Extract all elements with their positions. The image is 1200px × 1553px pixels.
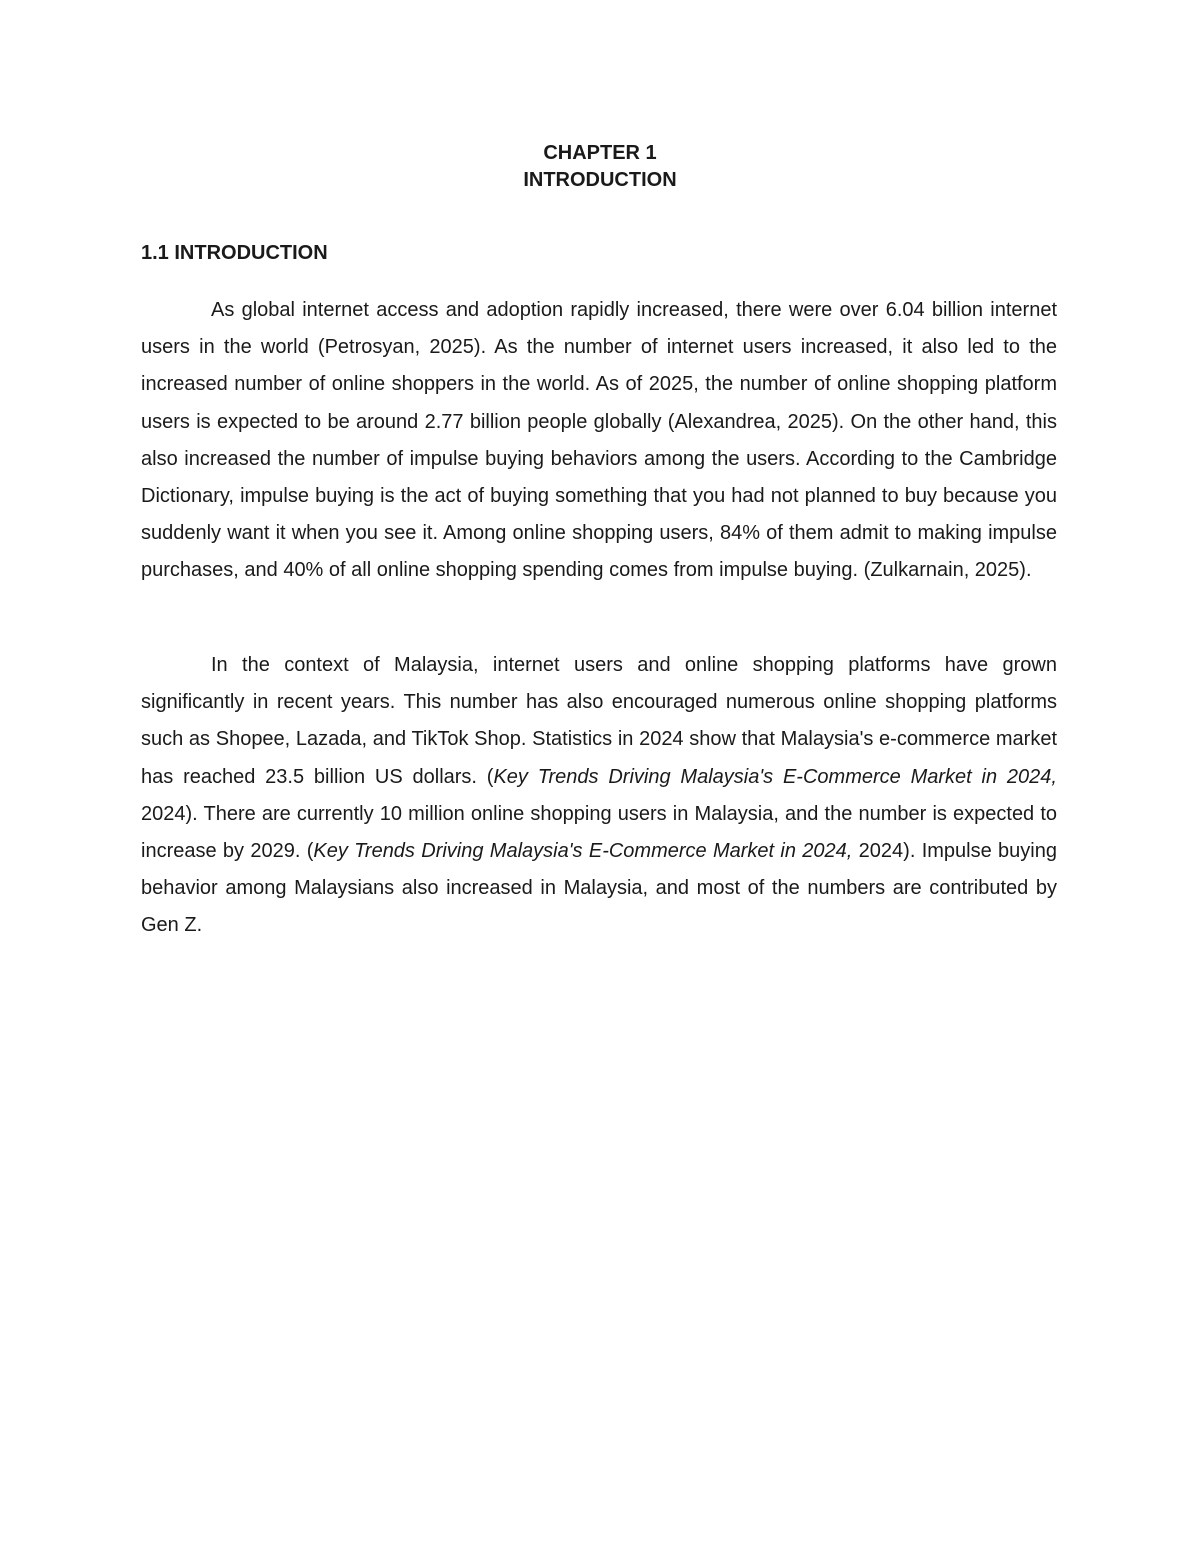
paragraph2-text-part2: 2024). There are currently 10 million online shopping users in Malaysia, and the number is expected to increase by 2029. ( (141, 802, 1057, 863)
section-heading: 1.1 INTRODUCTION (141, 242, 328, 264)
chapter-number: CHAPTER 1 (543, 142, 657, 164)
chapter-title: INTRODUCTION (523, 169, 677, 191)
paragraph2-text-part1: In the context of Malaysia, internet users and online shopping platforms have grown significantly in recent years. This number has also encouraged numerous online shopping platforms such as Shopee, Lazada, and TikTok Shop. Statistics in 2024 show that Malaysia's e-commerce market has reached 23.5 billion US dollars. ( (141, 654, 1057, 788)
paragraph-global-context: As global internet access and adoption rapidly increased, there were over 6.04 billion internet users in the world (Petrosyan, 2025). As the number of internet users increased, it also led to the increased number of online shoppers in the world. As of 2025, the number of online shopping platform users is expected to be around 2.77 billion people globally (Alexandrea, 2025). On the other hand, this also increased the number of impulse buying behaviors among the users. According to the Cambridge Dictionary, impulse buying is the act of buying something that you had not planned to buy because you suddenly want it when you see it. Among online shopping users, 84% of them admit to making impulse purchases, and 40% of all online shopping spending comes from impulse buying. (Zulkarnain, 2025). (141, 299, 1057, 582)
citation-key-trends-2: Key Trends Driving Malaysia's E-Commerce Market in 2024, (313, 840, 853, 863)
paragraph2-text-part3: 2024). Impulse buying behavior among Malaysians also increased in Malaysia, and most of the numbers are contributed by Gen Z. (141, 840, 1057, 937)
paragraph-malaysia-context (141, 647, 1057, 945)
chapter-heading (0, 140, 1200, 194)
citation-key-trends-1: Key Trends Driving Malaysia's E-Commerce Market in 2024, (493, 765, 1057, 788)
